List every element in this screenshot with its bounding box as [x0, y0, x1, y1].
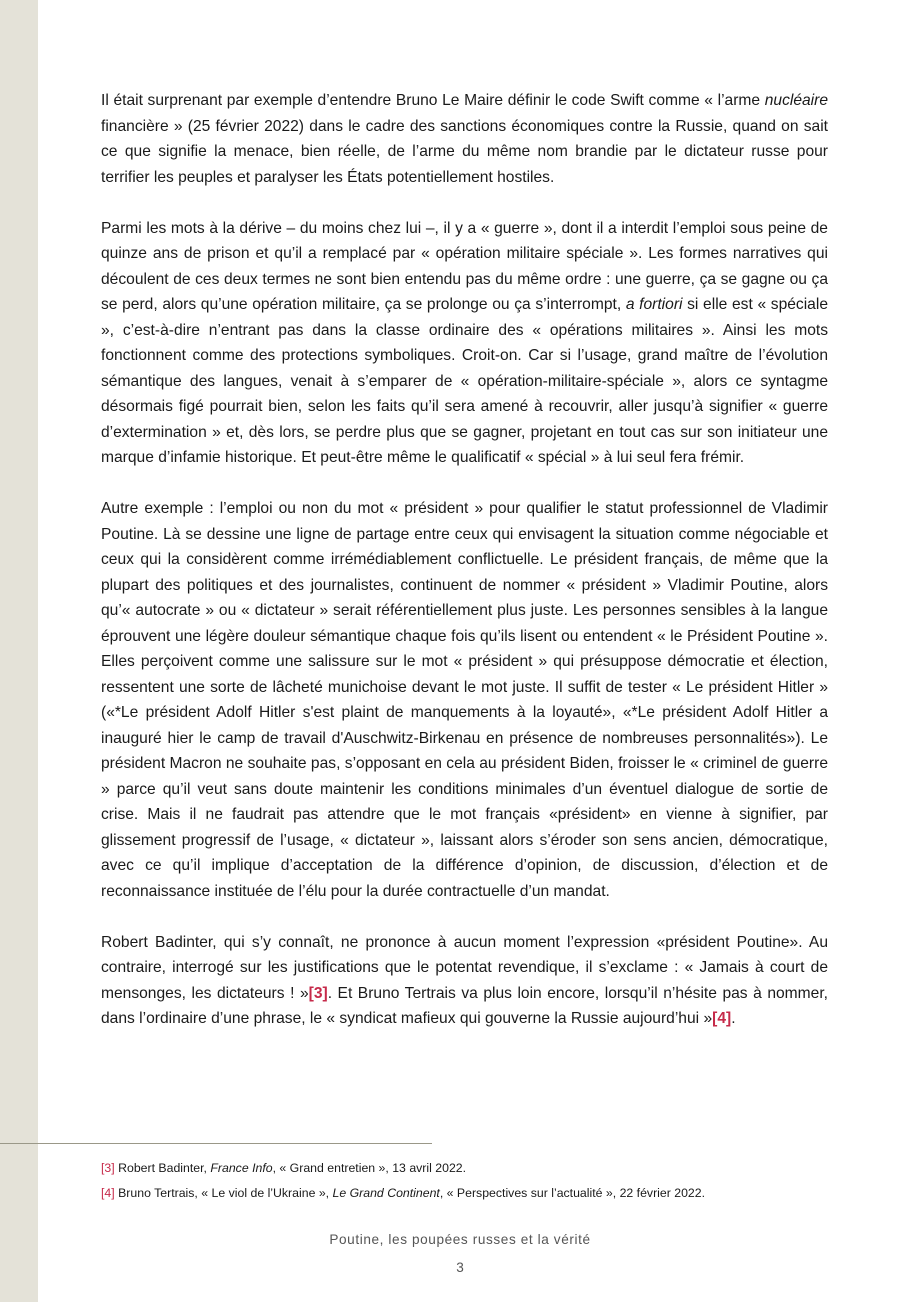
- footnote-4-text-1: Bruno Tertrais, « Le viol de l’Ukraine »,: [114, 1186, 333, 1200]
- page-number: 3: [456, 1260, 464, 1275]
- footnote-ref-3-link[interactable]: [3]: [308, 984, 328, 1002]
- footnote-4: [101, 1183, 841, 1204]
- footnote-ref-4-link[interactable]: [4]: [712, 1010, 732, 1027]
- paragraph-4-text-3: .: [731, 1010, 736, 1027]
- paragraph-2-text-2: si elle est « spéciale », c’est-à-dire n’entrant pas dans la classe ordinaire des « opérations militaires ». Ainsi les mots fonctionnent comme des protections symboliques. Croit-on. Car si l’usage, grand maître de l’évolution sémantique des langues, venait à s’emparer de « opération-militaire-spéciale », alors ce syntagme désormais figé pourrait bien, selon les faits qu’il sera amené à recouvrir, aller jusqu’à signifier « guerre d’extermination » et, dès lors, se perdre plus que se gagner, projetant en tout cas sur son initiateur une marque d’infamie historique. Et peut-être même le qualificatif « spécial » à lui seul fera frémir.: [101, 296, 828, 466]
- paragraph-1-text-2: financière » (25 février 2022) dans le cadre des sanctions économiques contre la Russie, quand on sait ce que signifie la menace, bien réelle, de l’arme du même nom brandie par le dictateur russe pour terrifier les peuples et paralyser les États potentiellement hostiles.: [101, 117, 828, 186]
- footnote-4-text-2: , « Perspectives sur l’actualité », 22 février 2022.: [439, 1186, 706, 1200]
- page-side-bar: [0, 0, 38, 1302]
- footnote-3-text-2: , « Grand entretien », 13 avril 2022.: [272, 1161, 467, 1175]
- footnote-3: [101, 1158, 841, 1179]
- footnotes: [101, 1158, 841, 1208]
- paragraph-2: [101, 216, 828, 471]
- footnote-3-backlink[interactable]: [3]: [101, 1161, 115, 1175]
- footer-title: Poutine, les poupées russes et la vérité: [329, 1232, 591, 1247]
- paragraph-4: [101, 930, 828, 1032]
- footnote-3-text-1: Robert Badinter,: [114, 1161, 211, 1175]
- footnote-4-source: Le Grand Continent: [332, 1186, 440, 1200]
- body-text: [101, 88, 828, 1057]
- paragraph-1-italic-nucleaire: nucléaire: [764, 92, 828, 109]
- footnote-separator: [0, 1143, 432, 1144]
- paragraph-4-text-1: Robert Badinter, qui s’y connaît, ne prononce à aucun moment l’expression «président Poutine». Au contraire, interrogé sur les justifications que le potentat revendique, il s’exclame : « Jamais à court de mensonges, les dictateurs ! »: [101, 933, 828, 1002]
- paragraph-1: [101, 88, 828, 190]
- paragraph-1-text-1: Il était surprenant par exemple d’entendre Bruno Le Maire définir le code Swift comme « l’arme: [101, 92, 765, 109]
- paragraph-4-text-2: . Et Bruno Tertrais va plus loin encore, lorsqu’il n’hésite pas à nommer, dans l’ordinaire d’une phrase, le « syndicat mafieux qui gouverne la Russie aujourd’hui »: [101, 984, 828, 1027]
- footnote-3-source: France Info: [210, 1161, 273, 1175]
- paragraph-3-text-1: Autre exemple : l’emploi ou non du mot « président » pour qualifier le statut professionnel de Vladimir Poutine. Là se dessine une ligne de partage entre ceux qui envisagent la situation comme négociable et ceux qui la considèrent comme irrémédiablement conflictuelle. Le président français, de même que la plupart des politiques et des journalistes, continuent de nommer « président » Vladimir Poutine, alors qu’« autocrate » ou « dictateur » serait référentiellement plus juste. Les personnes sensibles à la langue éprouvent une légère douleur sémantique chaque fois qu’ils lisent ou entendent « le Président Poutine ». Elles perçoivent comme une salissure sur le mot « président » qui présuppose démocratie et élection, ressentent une sorte de lâcheté munichoise devant le mot juste. Il suffit de tester « Le président Hitler » («*Le président Adolf Hitler s'est plaint de manquements à la loyauté», «*Le président Adolf Hitler a inauguré hier le camp de travail d'Auschwitz-Birkenau en présence de nombreuses personnalités»). Le président Macron ne souhaite pas, s’opposant en cela au président Biden, froisser le « criminel de guerre » parce qu’il veut sans doute maintenir les conditions minimales d’un éventuel dialogue de sortie de crise. Mais il ne faudrait pas attendre que le mot français «président» en vienne à signifier, par glissement progressif de l’usage, « dictateur », laissant alors s’éroder son sens ancien, démocratique, avec ce qu’il implique d’acceptation de la différence d’opinion, de discussion, d’élection et de reconnaissance instituée de l’élu pour la durée contractuelle d’un mandat.: [101, 500, 828, 900]
- paragraph-3: [101, 496, 828, 904]
- paragraph-2-italic-a-fortiori: a fortiori: [625, 296, 683, 313]
- paragraph-2-text-1: Parmi les mots à la dérive – du moins chez lui –, il y a « guerre », dont il a interdit l’emploi sous peine de quinze ans de prison et qu’il a remplacé par « opération militaire spéciale ». Les formes narratives qui découlent de ces deux termes ne sont bien entendu pas du même ordre : une guerre, ça se gagne ou ça se perd, alors qu’une opération militaire, ça se prolonge ou ça s’interrompt,: [101, 219, 828, 313]
- footnote-4-backlink[interactable]: [4]: [101, 1186, 115, 1200]
